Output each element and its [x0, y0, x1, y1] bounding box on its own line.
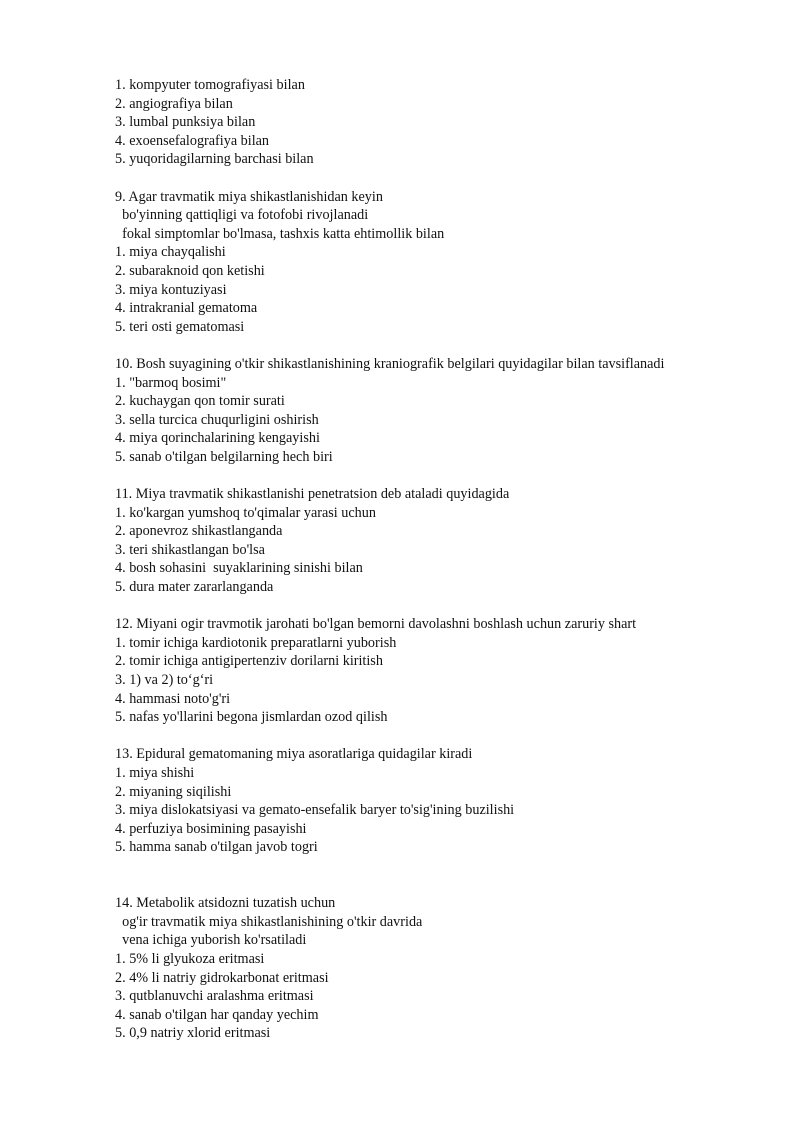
option: 3. miya kontuziyasi	[115, 281, 227, 298]
question-text: vena ichiga yuborish ko'rsatiladi	[115, 932, 307, 949]
question-text: 14. Metabolik atsidozni tuzatish uchun	[115, 895, 336, 912]
option: 3. lumbal punksiya bilan	[115, 114, 256, 131]
option: 2. subaraknoid qon ketishi	[115, 262, 265, 279]
option: 2. aponevroz shikastlanganda	[115, 523, 283, 540]
option: 1. kompyuter tomografiyasi bilan	[115, 77, 305, 93]
option: 4. intrakranial gematoma	[115, 300, 258, 317]
option: 4. perfuziya bosimining pasayishi	[115, 820, 307, 837]
option: 5. 0,9 natriy xlorid eritmasi	[115, 1025, 271, 1042]
option: 2. angiografiya bilan	[115, 95, 233, 112]
option: 4. miya qorinchalarining kengayishi	[115, 430, 320, 447]
option: 1. 5% li glyukoza eritmasi	[115, 950, 265, 967]
option: 2. kuchaygan qon tomir surati	[115, 393, 285, 410]
option: 5. hamma sanab o'tilgan javob togri	[115, 839, 318, 856]
option: 5. dura mater zararlanganda	[115, 579, 274, 596]
question-text: 10. Bosh suyagining o'tkir shikastlanishining kraniografik belgilari quyidagilar bilan tavsiflanadi	[115, 355, 665, 372]
question-text: fokal simptomlar bo'lmasa, tashxis katta ehtimollik bilan	[115, 225, 445, 242]
option: 5. nafas yo'llarini begona jismlardan ozod qilish	[115, 709, 388, 726]
option: 1. ko'kargan yumshoq to'qimalar yarasi uchun	[115, 504, 376, 521]
question-text: 11. Miya travmatik shikastlanishi penetratsion deb ataladi quyidagida	[115, 486, 510, 503]
option: 2. miyaning siqilishi	[115, 783, 232, 800]
option: 1. miya chayqalishi	[115, 244, 226, 261]
question-text: 13. Epidural gematomaning miya asoratlariga quidagilar kiradi	[115, 746, 473, 763]
option: 3. sella turcica chuqurligini oshirish	[115, 411, 319, 428]
option: 2. tomir ichiga antigipertenziv dorilarni kiritish	[115, 653, 383, 670]
question-14	[115, 894, 775, 1043]
option: 5. yuqoridagilarning barchasi bilan	[115, 151, 314, 168]
option: 1. miya shishi	[115, 764, 195, 781]
option: 4. exoensefalografiya bilan	[115, 132, 270, 149]
option: 4. hammasi noto'g'ri	[115, 690, 231, 707]
option: 3. teri shikastlangan bo'lsa	[115, 541, 265, 558]
intro-options	[115, 76, 775, 169]
document-page	[115, 76, 775, 1043]
option: 3. qutblanuvchi aralashma eritmasi	[115, 988, 314, 1005]
question-10	[115, 355, 775, 467]
question-text: 9. Agar travmatik miya shikastlanishidan keyin	[115, 188, 383, 205]
question-12	[115, 615, 775, 727]
option: 4. bosh sohasini suyaklarining sinishi bilan	[115, 560, 363, 577]
option: 3. miya dislokatsiyasi va gemato-ensefalik baryer to'sig'ining buzilishi	[115, 802, 515, 819]
question-13	[115, 745, 775, 857]
option: 2. 4% li natriy gidrokarbonat eritmasi	[115, 969, 329, 986]
option: 3. 1) va 2) to‘g‘ri	[115, 672, 214, 688]
option: 1. tomir ichiga kardiotonik preparatlarni yuborish	[115, 634, 397, 651]
question-9	[115, 188, 775, 337]
question-text: og'ir travmatik miya shikastlanishining o'tkir davrida	[115, 913, 423, 930]
option: 5. teri osti gematomasi	[115, 318, 245, 335]
question-11	[115, 485, 775, 597]
option: 5. sanab o'tilgan belgilarning hech biri	[115, 448, 333, 465]
option: 1. "barmoq bosimi"	[115, 374, 227, 391]
question-text: bo'yinning qattiqligi va fotofobi rivojlanadi	[115, 207, 369, 224]
question-text: 12. Miyani ogir travmotik jarohati bo'lgan bemorni davolashni boshlash uchun zaruriy shart	[115, 616, 637, 633]
option: 4. sanab o'tilgan har qanday yechim	[115, 1006, 319, 1023]
